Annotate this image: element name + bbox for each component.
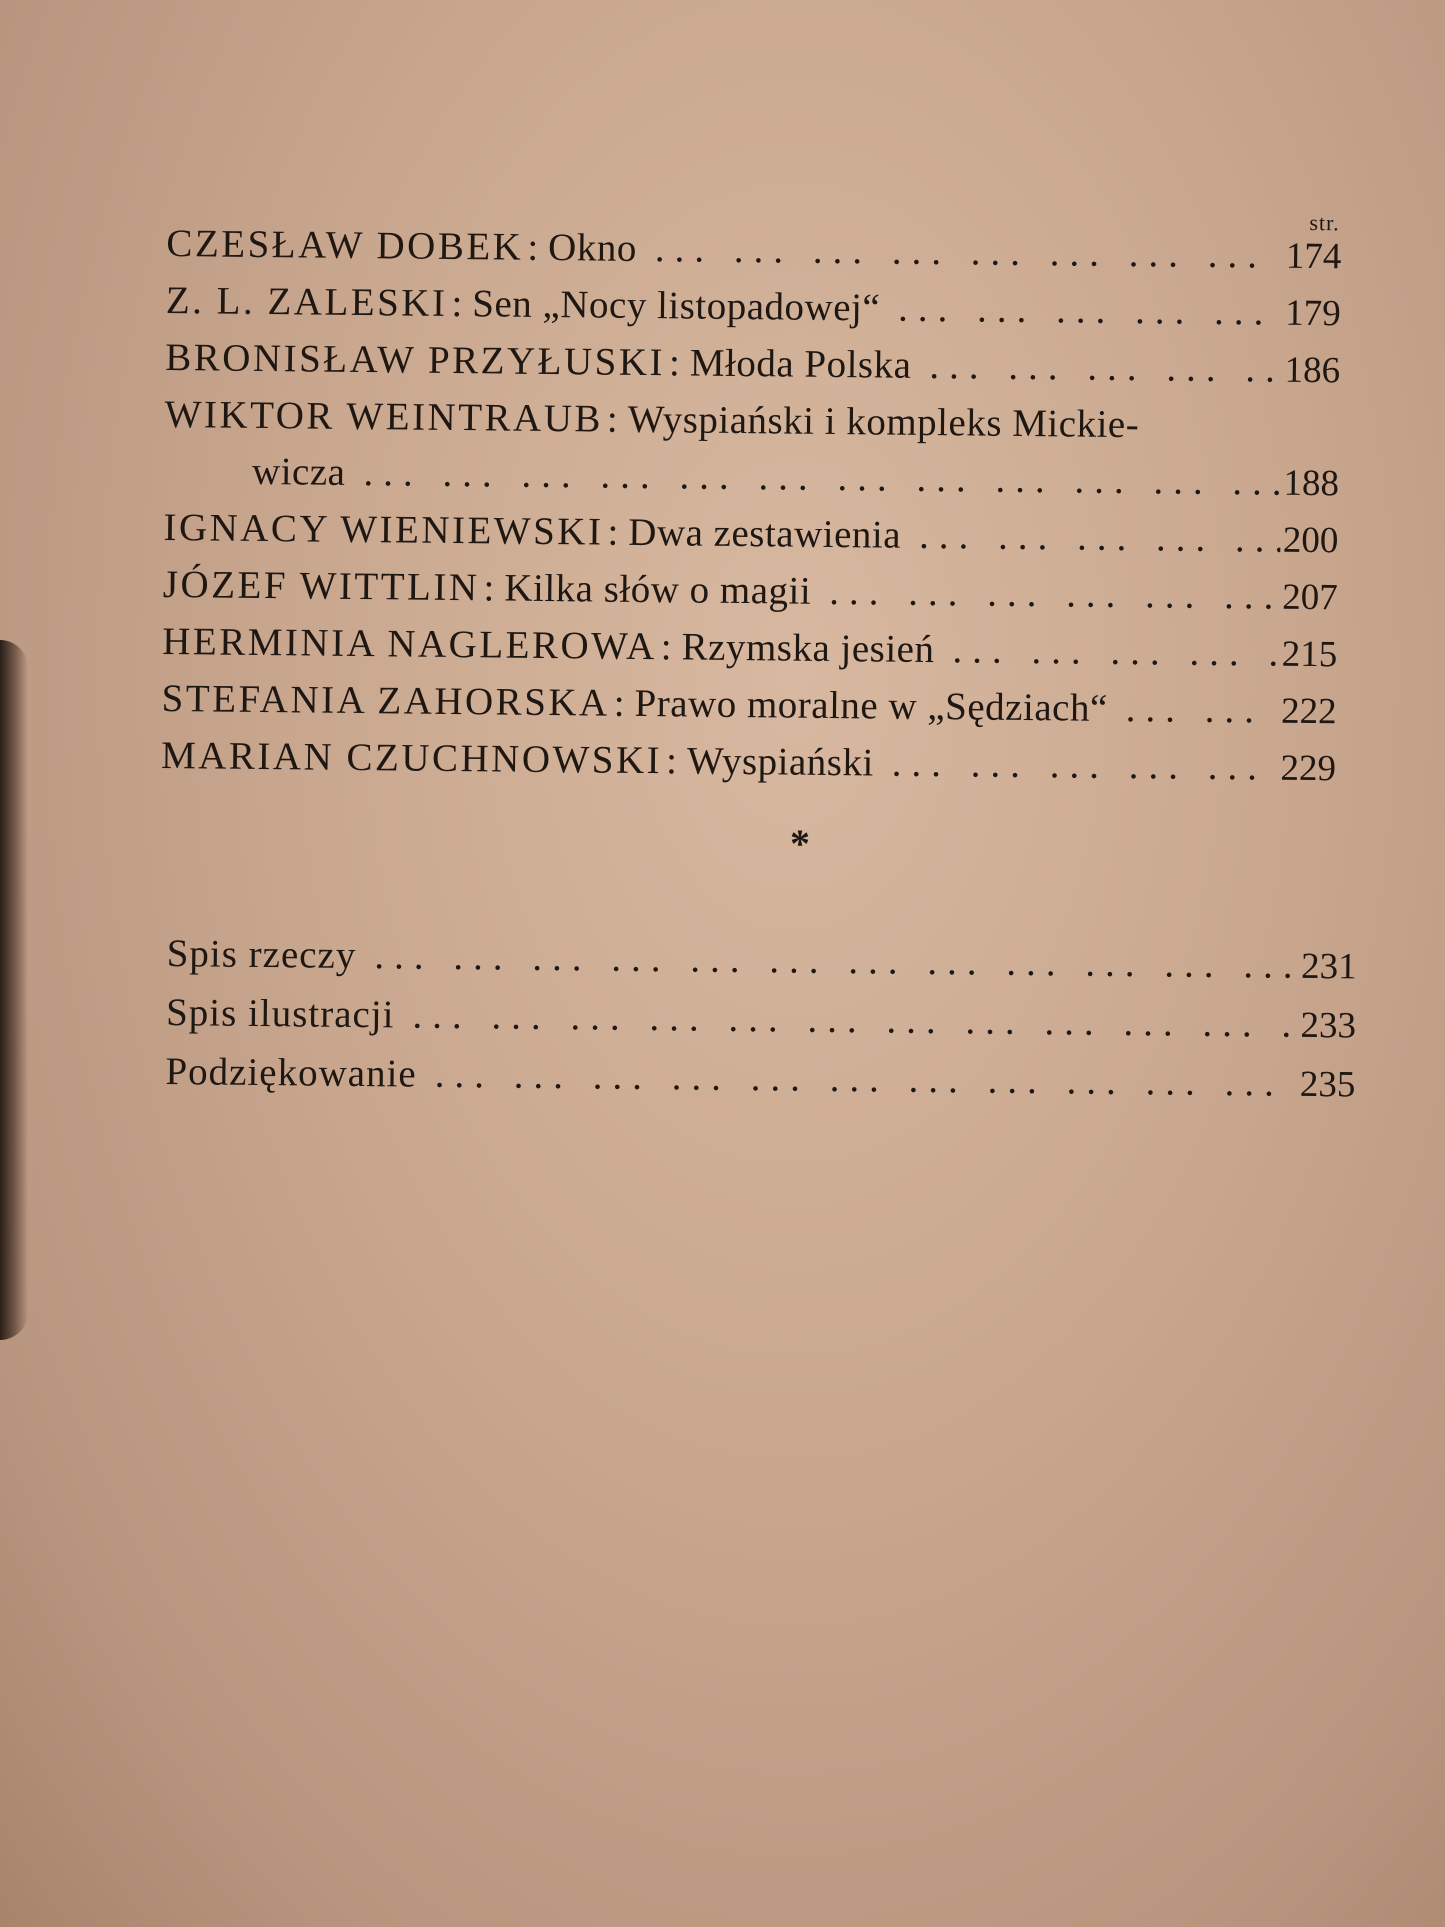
leader-dots xyxy=(934,622,1279,682)
page-edge-shadow xyxy=(0,640,28,1340)
table-of-contents xyxy=(161,190,1342,797)
entry-page: 200 xyxy=(1282,519,1339,562)
entry-page: 188 xyxy=(1283,462,1340,505)
leader-dots xyxy=(345,445,1281,511)
back-matter-list xyxy=(165,925,1357,1114)
entry-title: Wyspiański xyxy=(686,739,875,785)
entry-title: Dwa zestawienia xyxy=(628,510,902,557)
entry-author: IGNACY WIENIEWSKI xyxy=(163,505,604,554)
back-matter-title: Spis ilustracji xyxy=(165,990,395,1037)
entry-page: 229 xyxy=(1280,747,1337,790)
back-matter-entry xyxy=(165,1043,1356,1114)
leader-dots xyxy=(911,338,1282,398)
entry-author: Z. L. ZALESKI xyxy=(165,278,448,325)
toc-entry: MARIAN CZUCHNOWSKI : Wyspiański ... . 229 xyxy=(161,728,1337,797)
toc-entry: JÓZEF WITTLIN : Kilka słów o magii ... . 207 xyxy=(163,557,1339,626)
toc-entry: Z. L. ZALESKI : Sen „Nocy listopadowej“ ... . 179 xyxy=(166,273,1342,342)
back-matter-title: Podziękowanie xyxy=(165,1049,417,1096)
toc-entry: IGNACY WIENIEWSKI : Dwa zestawienia ... . 200 xyxy=(163,500,1339,569)
entry-title: Sen „Nocy listopadowej“ xyxy=(472,282,881,330)
entry-page: 215 xyxy=(1281,633,1338,676)
toc-entry: WIKTOR WEINTRAUB : Wyspiański i kompleks Mickie- wicza ... . 188 xyxy=(164,387,1340,512)
back-matter-title: Spis rzeczy xyxy=(166,931,357,977)
entry-page: 179 xyxy=(1285,292,1341,335)
leader-dots xyxy=(880,280,1283,340)
leader-dots xyxy=(873,735,1278,795)
entry-page: 174 xyxy=(1285,235,1342,278)
toc-entry: CZESŁAW DOBEK : Okno ... . 174 xyxy=(166,216,1342,285)
section-separator: * xyxy=(790,821,810,866)
entry-title: Kilka słów o magii xyxy=(504,566,812,613)
toc-entry: HERMINIA NAGLEROWA : Rzymska jesień ... . 215 xyxy=(162,614,1338,683)
entry-author: HERMINIA NAGLEROWA xyxy=(162,619,658,669)
entry-author: WIKTOR WEINTRAUB xyxy=(164,392,604,441)
toc-entry: BRONISŁAW PRZYŁUSKI : Młoda Polska ... . 186 xyxy=(165,330,1341,399)
entry-page: 222 xyxy=(1280,690,1337,733)
entry-author: MARIAN CZUCHNOWSKI xyxy=(160,733,663,783)
leader-dots xyxy=(356,927,1299,995)
entry-author: JÓZEF WITTLIN xyxy=(162,562,480,610)
back-matter-page: 235 xyxy=(1299,1063,1356,1106)
back-matter-page: 233 xyxy=(1300,1004,1357,1047)
leader-dots xyxy=(1107,681,1278,739)
entry-title: Rzymska jesień xyxy=(681,625,935,672)
entry-author: STEFANIA ZAHORSKA xyxy=(161,676,610,725)
leader-dots xyxy=(416,1046,1297,1113)
leader-dots xyxy=(811,564,1280,625)
leader-dots xyxy=(637,221,1284,284)
entry-author: BRONISŁAW PRZYŁUSKI xyxy=(165,335,666,385)
entry-title-continuation: wicza xyxy=(251,449,346,494)
page-column-label: str. xyxy=(1309,209,1340,236)
entry-page: 207 xyxy=(1282,576,1339,619)
entry-title: Prawo moralne w „Sędziach“ xyxy=(634,681,1108,730)
entry-author: CZESŁAW DOBEK xyxy=(166,221,524,269)
entry-title: Wyspiański i kompleks Mickie- xyxy=(627,397,1140,447)
leader-dots xyxy=(901,508,1281,568)
back-matter-page: 231 xyxy=(1300,945,1357,988)
leader-dots xyxy=(394,986,1298,1053)
entry-page: 186 xyxy=(1284,349,1341,392)
entry-title: Młoda Polska xyxy=(689,341,912,387)
toc-entry: STEFANIA ZAHORSKA : Prawo moralne w „Sędziach“ ... . 222 xyxy=(161,671,1337,740)
entry-title: Okno xyxy=(547,225,638,270)
